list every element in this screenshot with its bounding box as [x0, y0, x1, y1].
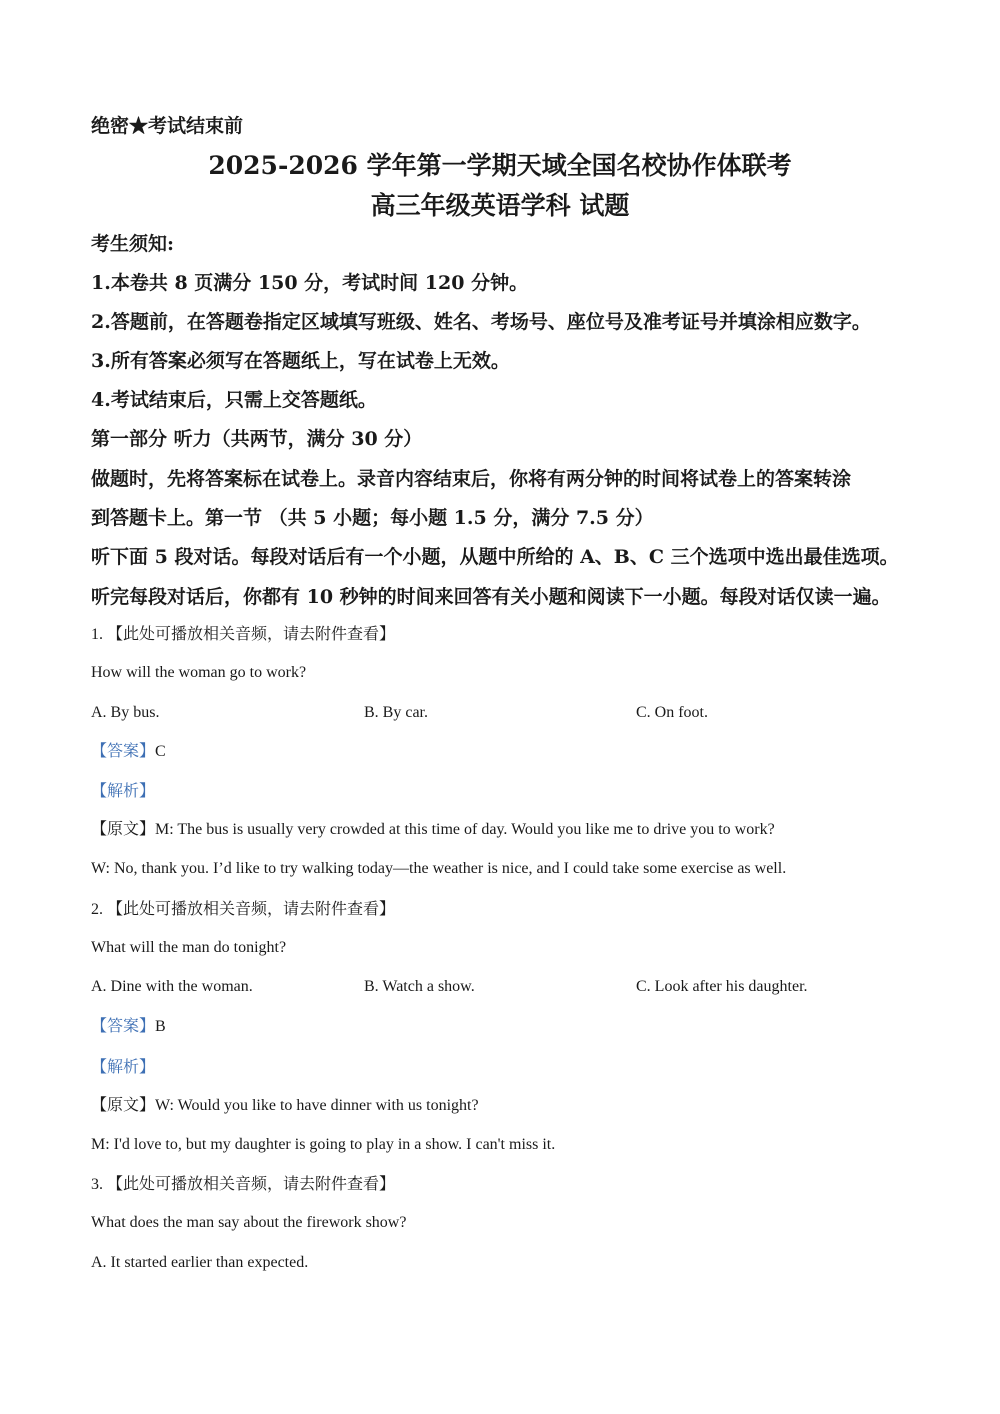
- part1-instruction-line1: 做题时，先将答案标在试卷上。录音内容结束后，你将有两分钟的时间将试卷上的答案转涂: [91, 468, 852, 490]
- answer-value: B: [155, 1018, 166, 1035]
- audio-note: 【此处可播放相关音频，请去附件查看】: [107, 901, 396, 918]
- question-2-original-line1: [91, 1094, 479, 1118]
- question-1-original-line1: [91, 818, 775, 842]
- question-1-option-c: C. On foot.: [636, 704, 708, 721]
- question-number: 2.: [91, 901, 103, 918]
- audio-note: 【此处可播放相关音频，请去附件查看】: [107, 1176, 396, 1193]
- question-3-option-a: A. It started earlier than expected.: [91, 1254, 309, 1271]
- exam-title: 2025-2026 学年第一学期天域全国名校协作体联考: [208, 151, 792, 180]
- question-number: 1.: [91, 626, 103, 643]
- question-2-text: What will the man do tonight?: [91, 939, 287, 956]
- part1-heading: 第一部分 听力（共两节，满分 30 分）: [91, 428, 423, 450]
- notice-heading: 考生须知:: [91, 233, 175, 255]
- question-1-text: How will the woman go to work?: [91, 664, 307, 681]
- question-2-option-b: B. Watch a show.: [364, 978, 475, 995]
- notice-item-4: 4.考试结束后，只需上交答题纸。: [91, 389, 377, 411]
- section-instruction-line1: 听下面 5 段对话。每段对话后有一个小题，从题中所给的 A、B、C 三个选项中选出最佳选项。: [91, 546, 899, 568]
- question-3-text: What does the man say about the firework show?: [91, 1214, 407, 1231]
- question-1-original-line2: W: No, thank you. I’d like to try walking today—the weather is nice, and I could take some exercise as well.: [91, 860, 787, 877]
- answer-value: C: [155, 743, 166, 760]
- question-1-option-a: A. By bus.: [91, 704, 160, 721]
- section-instruction-line2: 听完每段对话后，你都有 10 秒钟的时间来回答有关小题和阅读下一小题。每段对话仅读一遍。: [91, 586, 891, 608]
- exam-subtitle: 高三年级英语学科 试题: [370, 191, 630, 220]
- original-label: 【原文】: [91, 1097, 156, 1114]
- original-text: W: Would you like to have dinner with us tonight?: [155, 1097, 479, 1114]
- question-1-audio[interactable]: [91, 623, 395, 647]
- question-1-analysis-label: 【解析】: [91, 783, 156, 800]
- notice-item-1: 1.本卷共 8 页满分 150 分，考试时间 120 分钟。: [91, 272, 529, 294]
- secret-label: 绝密★考试结束前: [91, 115, 244, 137]
- question-2-audio[interactable]: [91, 898, 395, 922]
- original-text: M: The bus is usually very crowded at this time of day. Would you like me to drive you to work?: [155, 821, 775, 838]
- question-2-answer: [91, 1015, 166, 1039]
- part1-instruction-line2: 到答题卡上。第一节 （共 5 小题；每小题 1.5 分，满分 7.5 分）: [91, 507, 654, 529]
- answer-label: 【答案】: [91, 1018, 156, 1035]
- question-2-analysis-label: 【解析】: [91, 1059, 156, 1076]
- notice-item-3: 3.所有答案必须写在答题纸上，写在试卷上无效。: [91, 350, 510, 372]
- question-3-audio[interactable]: [91, 1173, 395, 1197]
- question-1-option-b: B. By car.: [364, 704, 428, 721]
- notice-item-2: 2.答题前，在答题卷指定区域填写班级、姓名、考场号、座位号及准考证号并填涂相应数字。: [91, 311, 871, 333]
- original-label: 【原文】: [91, 821, 156, 838]
- question-2-option-c: C. Look after his daughter.: [636, 978, 808, 995]
- question-2-original-line2: M: I'd love to, but my daughter is going to play in a show. I can't miss it.: [91, 1136, 556, 1153]
- answer-label: 【答案】: [91, 743, 156, 760]
- question-1-answer: [91, 740, 166, 764]
- question-2-option-a: A. Dine with the woman.: [91, 978, 253, 995]
- audio-note: 【此处可播放相关音频，请去附件查看】: [107, 626, 396, 643]
- question-number: 3.: [91, 1176, 103, 1193]
